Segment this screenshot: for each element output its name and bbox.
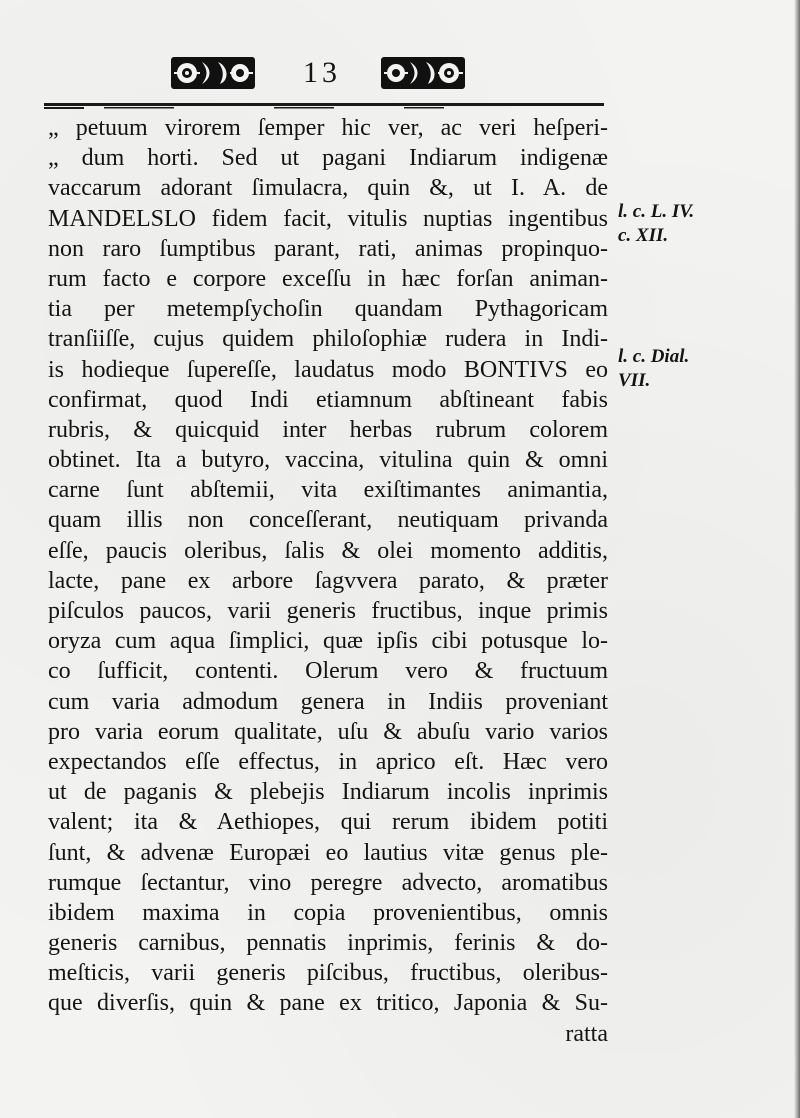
- margin-note: [618, 345, 738, 393]
- text-line: is hodieque ſupereſſe, laudatus modo BONTIVS eo: [48, 356, 608, 383]
- body-text: [48, 113, 608, 1049]
- text-line: confirmat, quod Indi etiamnum abſtineant fabis: [48, 386, 608, 413]
- text-line: meſticis, varii generis piſcibus, fructibus, oleribus-: [48, 960, 608, 987]
- text-line: ut de paganis & plebejis Indiarum incolis inprimis: [48, 779, 608, 806]
- margin-note-line: l. c. Dial.: [618, 346, 690, 367]
- text-line: tia per metempſychoſin quandam Pythagoricam: [48, 296, 608, 323]
- fleuron-ornament-icon: [170, 54, 256, 92]
- text-line: tranſiiſſe, cujus quidem philoſophiæ rudera in Indi-: [48, 326, 608, 353]
- text-line: quam illis non conceſſerant, neutiquam privanda: [48, 507, 608, 534]
- text-line: „ petuum virorem ſemper hic ver, ac veri heſperi-: [48, 115, 608, 141]
- page-edge-shadow: [794, 0, 800, 1118]
- text-line: rum facto e corpore exceſſu in hæc forſan animan-: [48, 265, 608, 292]
- text-line: piſculos paucos, varii generis fructibus, inque primis: [48, 598, 608, 624]
- text-line: MANDELSLO fidem facit, vitulis nuptias ingentibus: [48, 205, 608, 232]
- text-line: eſſe, paucis oleribus, ſalis & olei momento additis,: [48, 537, 608, 564]
- text-line: rubris, & quicquid inter herbas rubrum colorem: [48, 416, 608, 443]
- fleuron-ornament-icon: [380, 54, 466, 92]
- page-number: 13: [303, 56, 341, 89]
- text-line: non raro ſumptibus parant, rati, animas propinquo-: [48, 235, 608, 262]
- text-line: rumque ſectantur, vino peregre advecto, aromatibus: [48, 869, 608, 896]
- text-line: que diverſis, quin & pane ex tritico, Japonia & Su-: [48, 990, 608, 1017]
- text-line: expectandos eſſe effectus, in aprico eſt. Hæc vero: [48, 748, 608, 775]
- text-line: carne ſunt abſtemii, vita exiſtimantes animantia,: [48, 477, 608, 504]
- text-line: generis carnibus, pennatis inprimis, ferinis & do-: [48, 930, 608, 957]
- text-line: cum varia admodum genera in Indiis proveniant: [48, 688, 608, 715]
- text-line: oryza cum aqua ſimplici, quæ ipſis cibi potusque lo-: [48, 628, 608, 655]
- text-line: co ſufficit, contenti. Olerum vero & fructuum: [48, 658, 608, 685]
- margin-note: [618, 200, 738, 248]
- margin-note-line: VII.: [618, 370, 651, 391]
- text-line: ibidem maxima in copia provenientibus, omnis: [48, 899, 608, 926]
- text-line: obtinet. Ita a butyro, vaccina, vitulina quin & omni: [48, 447, 608, 474]
- text-line: „ dum horti. Sed ut pagani Indiarum indigenæ: [48, 145, 608, 172]
- text-line: lacte, pane ex arbore ſagvvera parato, & præter: [48, 567, 608, 594]
- catchword: ratta: [565, 1020, 608, 1047]
- text-line: valent; ita & Aethiopes, qui rerum ibidem potiti: [48, 809, 608, 836]
- header-rule: [44, 100, 604, 112]
- margin-note-line: c. XII.: [618, 225, 669, 246]
- text-line: pro varia eorum qualitate, uſu & abuſu vario varios: [48, 718, 608, 745]
- running-header: [170, 52, 470, 96]
- text-line: vaccarum adorant ſimulacra, quin &, ut I. A. de: [48, 175, 608, 202]
- margin-note-line: l. c. L. IV.: [618, 201, 695, 222]
- text-line: ſunt, & advenæ Europæi eo lautius vitæ genus ple-: [48, 839, 608, 866]
